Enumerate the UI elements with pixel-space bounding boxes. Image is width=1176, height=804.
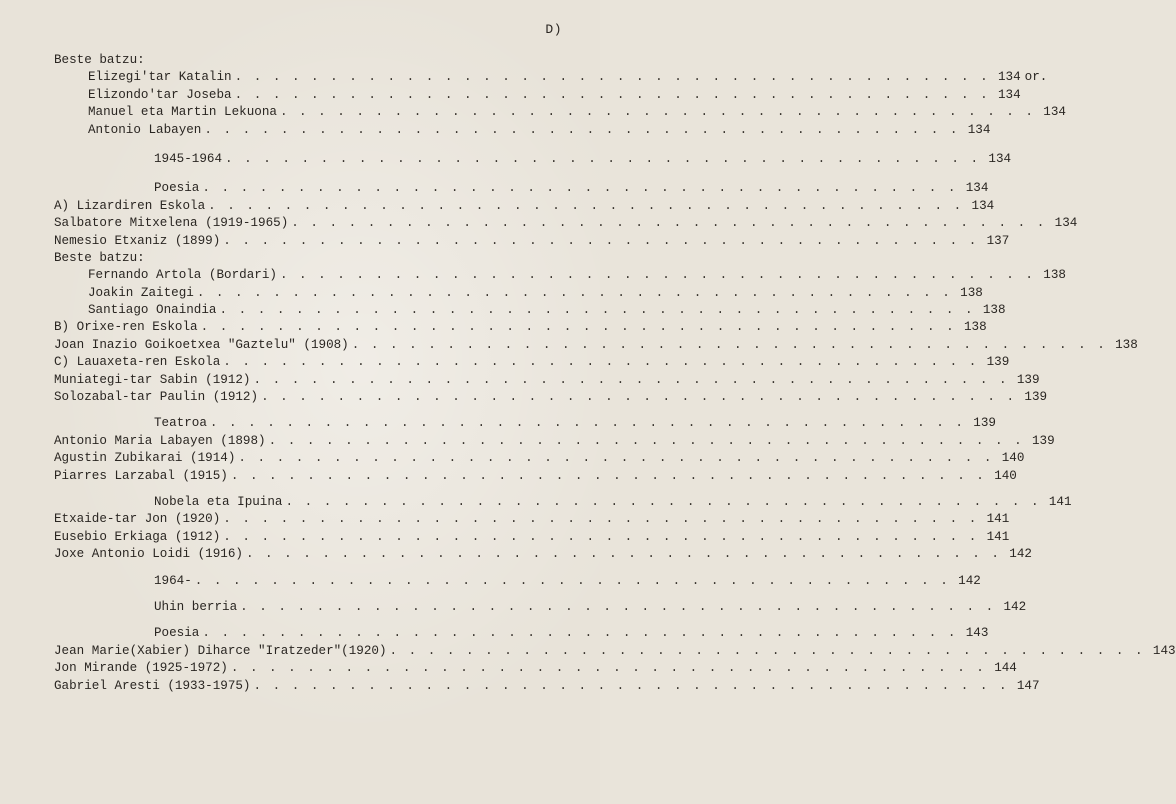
- toc-entry: [54, 215, 1078, 232]
- entry-title: Manuel eta Martin Lekuona: [88, 105, 277, 120]
- toc-entry: [54, 104, 1066, 121]
- dot-leader: . . . . . . . . . . . . . . . . . . . . . . . . . . . . . . . . . . . . . . . .: [279, 268, 1035, 283]
- dot-leader: . . . . . . . . . . . . . . . . . . . . . . . . . . . . . . . . . . . . . . . .: [204, 122, 960, 137]
- dot-leader: . . . . . . . . . . . . . . . . . . . . . . . . . . . . . . . . . . . . . . . .: [223, 529, 979, 544]
- entry-title: Piarres Larzabal (1915): [54, 468, 228, 483]
- page-number: 134: [997, 70, 1021, 85]
- poesia-heading-1: [54, 180, 989, 197]
- toc-entry: [54, 450, 1025, 467]
- page-number: 141: [986, 512, 1010, 527]
- page-number: 147: [1016, 678, 1040, 693]
- toc-entry: [54, 122, 991, 139]
- dot-leader: . . . . . . . . . . . . . . . . . . . . . . . . . . . . . . . . . . . . . . . .: [261, 390, 1017, 405]
- entry-title: Joakin Zaitegi: [88, 285, 194, 300]
- dot-leader: . . . . . . . . . . . . . . . . . . . . . . . . . . . . . . . . . . . . . . . .: [194, 573, 950, 588]
- page-number: 134: [965, 181, 989, 196]
- toc-entry: [54, 494, 1072, 511]
- entry-title: Jean Marie(Xabier) Diharce "Iratzeder"(1920): [54, 643, 387, 658]
- page-number: 140: [994, 468, 1017, 483]
- block1-list: [54, 198, 1078, 250]
- period-1964: [54, 573, 981, 590]
- toc-entry: [54, 643, 1176, 660]
- block5-list: [54, 643, 1176, 695]
- period-1945-1964: [54, 151, 1012, 168]
- entry-title: Solozabal-tar Paulin (1912): [54, 390, 259, 405]
- page-number: 142: [1003, 599, 1027, 614]
- entry-title: Joan Inazio Goikoetxea "Gaztelu" (1908): [54, 337, 349, 352]
- dot-leader: . . . . . . . . . . . . . . . . . . . . . . . . . . . . . . . . . . . . . . . .: [351, 337, 1107, 352]
- toc-entry: [54, 625, 989, 642]
- page-number: 139: [973, 416, 996, 431]
- toc-entry: [54, 267, 1066, 284]
- dot-leader: . . . . . . . . . . . . . . . . . . . . . . . . . . . . . . . . . . . . . . . .: [245, 547, 1001, 562]
- entry-title: A) Lizardiren Eskola: [54, 198, 206, 213]
- toc-entry: [54, 573, 981, 590]
- dot-leader: . . . . . . . . . . . . . . . . . . . . . . . . . . . . . . . . . . . . . . . .: [202, 181, 958, 196]
- page-number: 141: [1048, 494, 1072, 509]
- dot-leader: . . . . . . . . . . . . . . . . . . . . . . . . . . . . . . . . . . . . . . . .: [219, 303, 975, 318]
- page-number: 139: [986, 355, 1010, 370]
- dot-leader: . . . . . . . . . . . . . . . . . . . . . . . . . . . . . . . . . . . . . . . .: [202, 626, 958, 641]
- page-number: 134: [1043, 105, 1066, 120]
- dot-leader: . . . . . . . . . . . . . . . . . . . . . . . . . . . . . . . . . . . . . . . .: [208, 198, 964, 213]
- entry-title: Elizegi'tar Katalin: [88, 70, 232, 85]
- entry-title: Gabriel Aresti (1933-1975): [54, 678, 251, 693]
- entry-title: Nobela eta Ipuina: [154, 494, 283, 509]
- toc-entry: [54, 511, 1010, 528]
- page-suffix: or.: [1024, 70, 1048, 85]
- entry-title: 1945-1964: [154, 151, 223, 166]
- page-number: 142: [1009, 547, 1032, 562]
- page-number: 143: [965, 626, 989, 641]
- page-number: 134: [1054, 216, 1078, 231]
- entry-title: Salbatore Mitxelena (1919-1965): [54, 216, 289, 231]
- dot-leader: . . . . . . . . . . . . . . . . . . . . . . . . . . . . . . . . . . . . . . . .: [230, 468, 986, 483]
- toc-entry: [54, 599, 1027, 616]
- toc-entry: [54, 372, 1040, 389]
- page-number: 139: [1031, 433, 1055, 448]
- toc-entry: [54, 302, 1006, 319]
- page-number: 134: [967, 122, 991, 137]
- poesia-heading-2: [54, 625, 989, 642]
- page-number: 141: [986, 529, 1010, 544]
- dot-leader: . . . . . . . . . . . . . . . . . . . . . . . . . . . . . . . . . . . . . . . .: [209, 416, 965, 431]
- page-number: 144: [994, 661, 1017, 676]
- dot-leader: . . . . . . . . . . . . . . . . . . . . . . . . . . . . . . . . . . . . . . . .: [223, 355, 979, 370]
- entry-title: Eusebio Erkiaga (1912): [54, 529, 221, 544]
- entry-title: Santiago Onaindia: [88, 303, 217, 318]
- block3-list: [54, 433, 1055, 485]
- toc-entry: [54, 433, 1055, 450]
- entry-title: Poesia: [154, 626, 200, 641]
- group-header: Beste batzu:: [54, 53, 145, 67]
- toc-entry: [54, 529, 1010, 546]
- dot-leader: . . . . . . . . . . . . . . . . . . . . . . . . . . . . . . . . . . . . . . . .: [253, 372, 1009, 387]
- page-number: 138: [982, 303, 1006, 318]
- group2-list: [54, 267, 1066, 319]
- uhin-berria-heading: [54, 599, 1027, 616]
- dot-leader: . . . . . . . . . . . . . . . . . . . . . . . . . . . . . . . . . . . . . . . .: [225, 151, 981, 166]
- nobela-heading: [54, 494, 1072, 511]
- page-number: 138: [1043, 268, 1066, 283]
- page-number: 134: [988, 151, 1012, 166]
- entry-title: C) Lauaxeta-ren Eskola: [54, 355, 221, 370]
- page-number: 142: [958, 573, 981, 588]
- toc-entry: [54, 198, 995, 215]
- entry-title: Etxaide-tar Jon (1920): [54, 512, 221, 527]
- section-marker: D): [545, 22, 562, 37]
- entry-title: Poesia: [154, 181, 200, 196]
- dot-leader: . . . . . . . . . . . . . . . . . . . . . . . . . . . . . . . . . . . . . . . .: [238, 451, 994, 466]
- group-header: Beste batzu:: [54, 250, 145, 265]
- dot-leader: . . . . . . . . . . . . . . . . . . . . . . . . . . . . . . . . . . . . . . . .: [223, 233, 979, 248]
- block2-list: [54, 319, 1138, 406]
- dot-leader: . . . . . . . . . . . . . . . . . . . . . . . . . . . . . . . . . . . . . . . .: [234, 87, 990, 102]
- block4-list: [54, 511, 1032, 563]
- toc-entry: [54, 660, 1017, 677]
- page-number: 140: [1001, 451, 1025, 466]
- entry-title: Joxe Antonio Loidi (1916): [54, 547, 243, 562]
- page-number: 134: [971, 198, 995, 213]
- toc-entry: [54, 285, 983, 302]
- dot-leader: . . . . . . . . . . . . . . . . . . . . . . . . . . . . . . . . . . . . . . . .: [200, 320, 956, 335]
- dot-leader: . . . . . . . . . . . . . . . . . . . . . . . . . . . . . . . . . . . . . . . .: [389, 643, 1145, 658]
- page-number: 139: [1024, 390, 1048, 405]
- page-number: 138: [960, 285, 983, 300]
- entry-title: 1964-: [154, 573, 192, 588]
- toc-entry: [54, 354, 1010, 371]
- toc-entry: [54, 151, 1012, 168]
- toc-entry: [54, 678, 1040, 695]
- entry-title: Antonio Maria Labayen (1898): [54, 433, 266, 448]
- entry-title: Antonio Labayen: [88, 122, 202, 137]
- entry-title: B) Orixe-ren Eskola: [54, 320, 198, 335]
- group1-list: [54, 69, 1066, 139]
- entry-title: Jon Mirande (1925-1972): [54, 661, 228, 676]
- dot-leader: . . . . . . . . . . . . . . . . . . . . . . . . . . . . . . . . . . . . . . . .: [223, 512, 979, 527]
- entry-title: Teatroa: [154, 416, 207, 431]
- dot-leader: . . . . . . . . . . . . . . . . . . . . . . . . . . . . . . . . . . . . . . . .: [230, 661, 986, 676]
- toc-entry: [54, 87, 1021, 104]
- table-of-contents: [54, 52, 1176, 695]
- entry-title: Nemesio Etxaniz (1899): [54, 233, 221, 248]
- toc-entry: [54, 389, 1048, 406]
- teatroa-heading: [54, 415, 996, 432]
- toc-entry: [54, 233, 1010, 250]
- toc-entry: [54, 468, 1017, 485]
- toc-entry: [54, 319, 987, 336]
- page-number: 139: [1016, 372, 1040, 387]
- toc-entry: [54, 415, 996, 432]
- toc-entry: [54, 337, 1138, 354]
- dot-leader: . . . . . . . . . . . . . . . . . . . . . . . . . . . . . . . . . . . . . . . .: [268, 433, 1024, 448]
- entry-title: Elizondo'tar Joseba: [88, 87, 232, 102]
- entry-title: Muniategi-tar Sabin (1912): [54, 372, 251, 387]
- entry-title: Fernando Artola (Bordari): [88, 268, 277, 283]
- toc-entry: [54, 546, 1032, 563]
- page-number: 138: [963, 320, 987, 335]
- dot-leader: . . . . . . . . . . . . . . . . . . . . . . . . . . . . . . . . . . . . . . . .: [234, 70, 990, 85]
- dot-leader: . . . . . . . . . . . . . . . . . . . . . . . . . . . . . . . . . . . . . . . .: [196, 285, 952, 300]
- page-number: 138: [1115, 337, 1138, 352]
- entry-title: Agustin Zubikarai (1914): [54, 451, 236, 466]
- dot-leader: . . . . . . . . . . . . . . . . . . . . . . . . . . . . . . . . . . . . . . . .: [253, 678, 1009, 693]
- page-number: 134: [997, 87, 1021, 102]
- dot-leader: . . . . . . . . . . . . . . . . . . . . . . . . . . . . . . . . . . . . . . . .: [279, 105, 1035, 120]
- toc-entry: [54, 69, 1048, 86]
- toc-entry: [54, 180, 989, 197]
- entry-title: Uhin berria: [154, 599, 238, 614]
- dot-leader: . . . . . . . . . . . . . . . . . . . . . . . . . . . . . . . . . . . . . . . .: [291, 216, 1047, 231]
- page-number: 137: [986, 233, 1010, 248]
- dot-leader: . . . . . . . . . . . . . . . . . . . . . . . . . . . . . . . . . . . . . . . .: [285, 494, 1041, 509]
- dot-leader: . . . . . . . . . . . . . . . . . . . . . . . . . . . . . . . . . . . . . . . .: [240, 599, 996, 614]
- page-number: 143: [1152, 643, 1176, 658]
